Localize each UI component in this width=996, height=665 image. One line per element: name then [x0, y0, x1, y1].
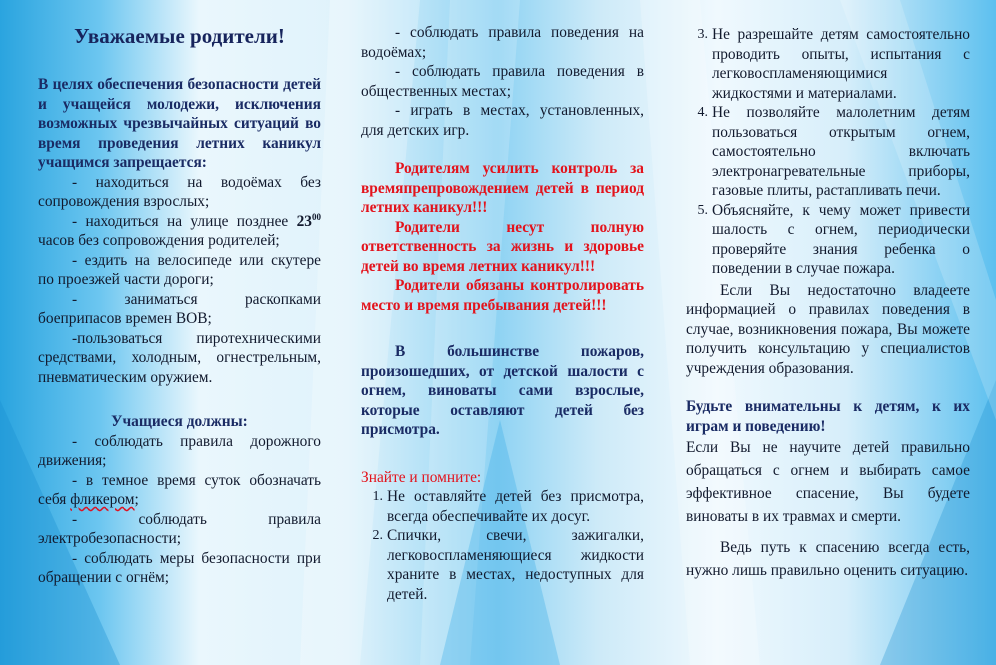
attention-heading: Будьте внимательны к детям, к их играм и поведению! [686, 398, 970, 435]
final-paragraph: Ведь путь к спасению всегда есть, нужно лишь правильно оценить ситуацию. [686, 539, 970, 579]
column-right [686, 0, 970, 582]
must-item: - соблюдать правила электробезопасности; [38, 510, 321, 547]
page-title: Уважаемые родители! [74, 24, 285, 48]
must-item: - соблюдать правила поведения в общественных местах; [361, 63, 644, 100]
must-item: - соблюдать меры безопасности при обращении с огнём; [38, 549, 321, 586]
must-item-flicker: - в темное время суток обозначать себя фликером; [38, 471, 321, 508]
must-list-continued [361, 23, 644, 140]
must-list [38, 432, 321, 588]
rule-item: 3. Не разрешайте детям самостоятельно проводить опыты, испытания с легковоспламеняющимися жидкостями и материалами. [697, 26, 970, 102]
forbidden-item: - ездить на велосипеде или скутере по проезжей части дороги; [38, 251, 321, 288]
red-warning: Родители обязаны контролировать место и время пребывания детей!!! [361, 277, 644, 314]
rule-item: 5. Объясняйте, к чему может привести шалость с огнем, периодически проверяйте знания ребенка о поведении в случае пожара. [697, 201, 970, 277]
must-title: Учащиеся должны: [111, 413, 248, 430]
must-item: - соблюдать правила поведения на водоёмах; [361, 24, 644, 61]
must-item: - играть в местах, установленных, для детских игр. [361, 102, 644, 139]
info-paragraph: Если Вы недостаточно владеете информацией о правилах поведения в случае, возникновения пожара, Вы можете получить консультацию у специалистов учреждения образования. [686, 281, 970, 377]
column-left [38, 0, 321, 588]
intro-paragraph: В целях обеспечения безопасности детей и учащейся молодежи, исключения возможных чрезвычайных ситуаций во время проведения летних каникул учащимся запрещается: [38, 76, 321, 171]
remember-title: Знайте и помните: [361, 468, 482, 486]
rule-item: 2. Спички, свечи, зажигалки, легковоспламеняющиеся жидкости храните в местах, недоступных для детей. [372, 527, 644, 603]
rule-item: 1. Не оставляйте детей без присмотра, всегда обеспечивайте их досуг. [372, 488, 644, 525]
forbidden-list [38, 173, 321, 388]
forbidden-item: -пользоваться пиротехническими средствами, холодным, огнестрельным, пневматическим оружием. [38, 329, 321, 386]
red-warning: Родители несут полную ответственность за жизнь и здоровье детей во время летних каникул!!! [361, 218, 644, 275]
warning-paragraph: Если Вы не научите детей правильно обращаться с огнем и выбирать самое эффективное спасение, Вы будете виноваты в их травмах и смерти. [686, 439, 970, 525]
rules-list [361, 487, 644, 604]
parent-warnings [361, 159, 644, 315]
forbidden-item: - заниматься раскопками боеприпасов времен ВОВ; [38, 290, 321, 327]
rule-item: 4. Не позволяйте малолетним детям пользоваться открытым огнем, самостоятельно включать электронагревательные приборы, газовые плиты, растапливать печи. [697, 104, 970, 199]
red-warning: Родителям усилить контроль за времяпрепровождением детей в период летних каникул!!! [361, 160, 644, 216]
rules-list-continued [686, 25, 970, 279]
fire-paragraph: В большинстве пожаров, произошедших, от детской шалости с огнем, виноваты сами взрослые, которые оставляют детей без присмотра. [361, 343, 644, 438]
forbidden-item-curfew: - находиться на улице позднее $23^{00}$ часов без сопровождения родителей; [38, 211, 321, 249]
column-middle [361, 0, 644, 604]
must-item: - соблюдать правила дорожного движения; [38, 432, 321, 469]
forbidden-item: - находиться на водоёмах без сопровождения взрослых; [38, 173, 321, 210]
